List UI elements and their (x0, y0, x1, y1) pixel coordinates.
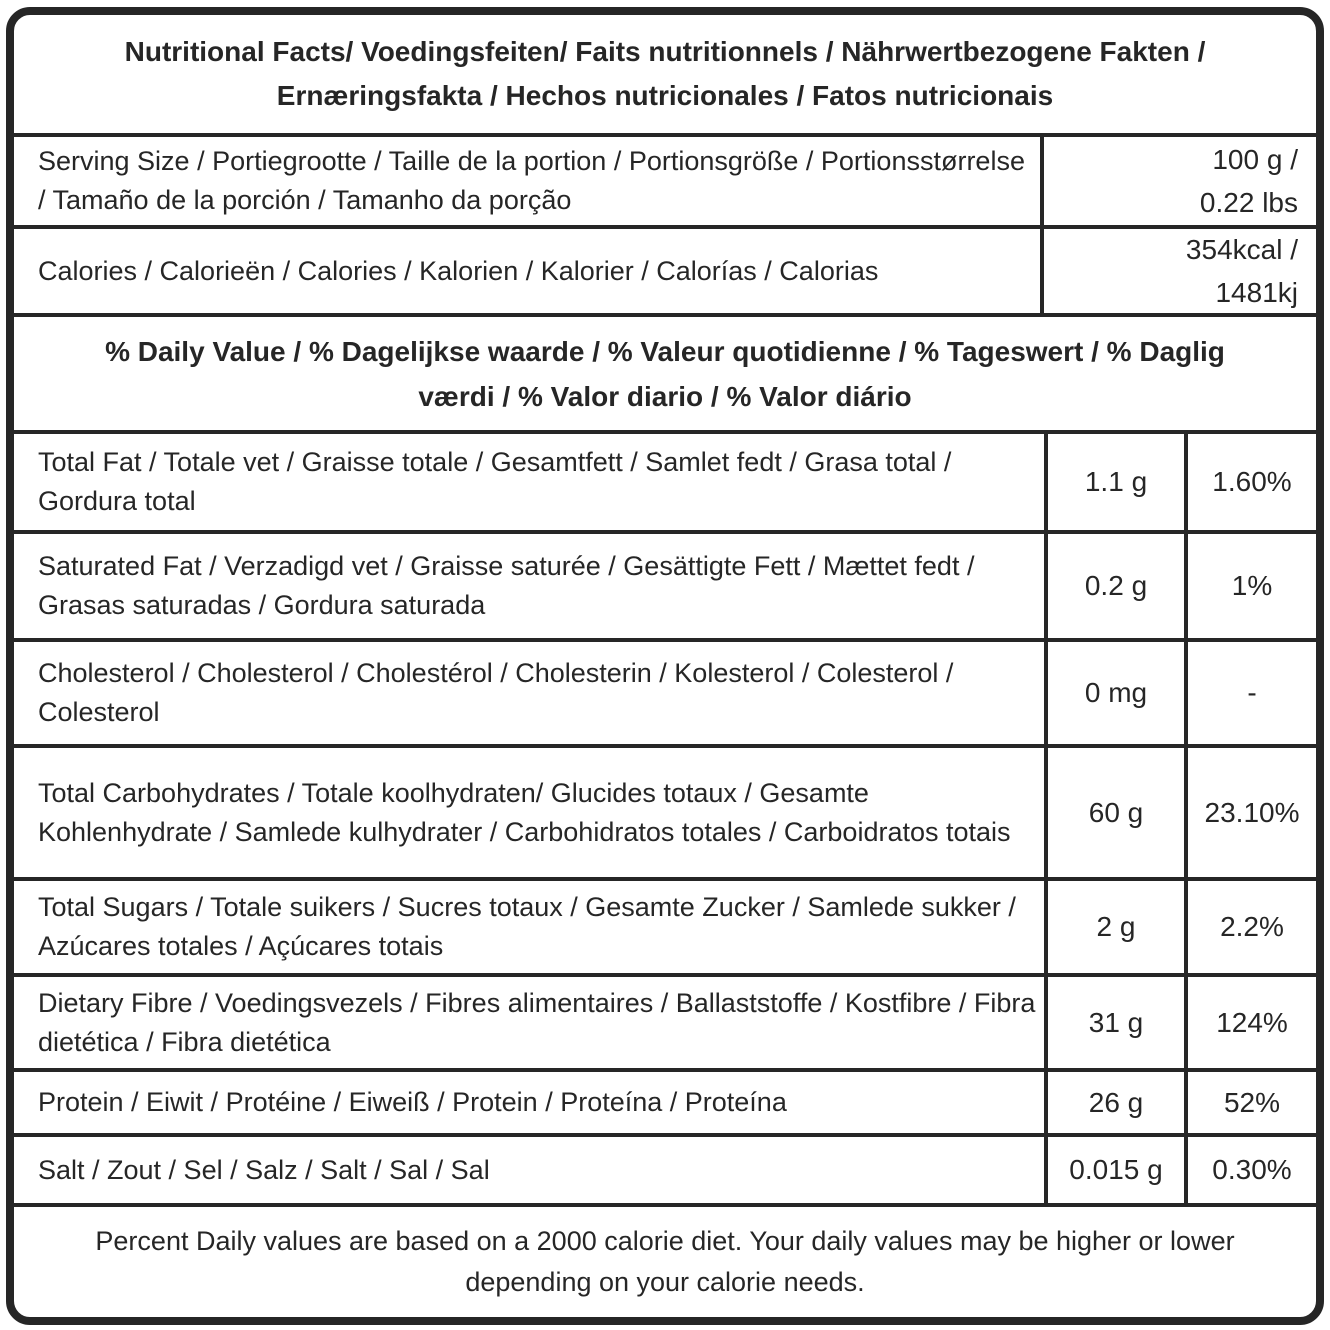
row-salt (14, 1133, 1316, 1203)
saturated-fat-amount: 0.2 g (1044, 534, 1184, 638)
saturated-fat-daily-value: 1% (1184, 534, 1316, 638)
total-carbohydrates-daily-value: 23.10% (1184, 748, 1316, 877)
serving-size-value-line2: 0.22 lbs (1199, 187, 1298, 218)
dietary-fibre-amount: 31 g (1044, 977, 1184, 1068)
row-total-sugars (14, 877, 1316, 973)
saturated-fat-label (14, 534, 1044, 638)
dietary-fibre-label-text: Dietary Fibre / Voedingsvezels / Fibres alimentaires / Ballaststoffe / Kostfibre / Fibra dietética / Fibra dietética (38, 987, 1036, 1057)
title-row (14, 15, 1316, 133)
row-protein (14, 1068, 1316, 1133)
salt-daily-value: 0.30% (1184, 1137, 1316, 1203)
total-sugars-label (14, 881, 1044, 973)
row-total-fat (14, 430, 1316, 530)
total-fat-daily-value: 1.60% (1184, 434, 1316, 530)
total-sugars-amount: 2 g (1044, 881, 1184, 973)
protein-label (14, 1072, 1044, 1133)
cholesterol-amount: 0 mg (1044, 642, 1184, 744)
footer-row (14, 1203, 1316, 1317)
salt-amount: 0.015 g (1044, 1137, 1184, 1203)
calories-label (14, 229, 1040, 313)
daily-value-disclaimer: Percent Daily values are based on a 2000 calorie diet. Your daily values may be higher or lower depending on your calorie needs. (95, 1226, 1235, 1297)
salt-label (14, 1137, 1044, 1203)
serving-size-label-text: Serving Size / Portiegrootte / Taille de la portion / Portionsgröße / Portionsstørrelse / Tamaño de la porción / Tamanho da porção (38, 146, 1025, 215)
row-saturated-fat (14, 530, 1316, 638)
cholesterol-label (14, 642, 1044, 744)
calories-value (1040, 229, 1316, 313)
calories-label-text: Calories / Calorieën / Calories / Kalorien / Kalorier / Calorías / Calorias (38, 255, 879, 286)
protein-label-text: Protein / Eiwit / Protéine / Eiweiß / Protein / Proteína / Proteína (38, 1087, 787, 1117)
total-carbohydrates-amount: 60 g (1044, 748, 1184, 877)
footer-cell (14, 1207, 1316, 1317)
saturated-fat-label-text: Saturated Fat / Verzadigd vet / Graisse saturée / Gesättigte Fett / Mættet fedt / Grasas saturadas / Gordura saturada (38, 551, 975, 620)
total-sugars-label-text: Total Sugars / Totale suikers / Sucres totaux / Gesamte Zucker / Samlede sukker / Azúcares totales / Açúcares totais (38, 892, 1016, 961)
protein-amount: 26 g (1044, 1072, 1184, 1133)
total-fat-amount: 1.1 g (1044, 434, 1184, 530)
serving-size-label (14, 137, 1040, 225)
serving-size-value (1040, 137, 1316, 225)
serving-size-row (14, 133, 1316, 225)
daily-value-heading-row (14, 313, 1316, 430)
serving-size-value-line1: 100 g / (1212, 144, 1298, 175)
calories-row (14, 225, 1316, 313)
total-carbohydrates-label (14, 748, 1044, 877)
daily-value-heading-cell (14, 317, 1316, 430)
nutrition-facts-label (6, 7, 1324, 1325)
total-fat-label (14, 434, 1044, 530)
cholesterol-daily-value: - (1184, 642, 1316, 744)
salt-label-text: Salt / Zout / Sel / Salz / Salt / Sal / Sal (38, 1154, 490, 1185)
calories-value-line1: 354kcal / (1185, 234, 1298, 265)
row-dietary-fibre (14, 973, 1316, 1068)
title-cell (14, 15, 1316, 133)
row-cholesterol (14, 638, 1316, 744)
daily-value-heading: % Daily Value / % Dagelijkse waarde / % Valeur quotidienne / % Tageswert / % Daglig værdi / % Valor diario / % Valor diário (105, 335, 1225, 412)
protein-daily-value: 52% (1184, 1072, 1316, 1133)
dietary-fibre-daily-value: 124% (1184, 977, 1316, 1068)
total-fat-label-text: Total Fat / Totale vet / Graisse totale / Gesamtfett / Samlet fedt / Grasa total / Gordura total (38, 447, 952, 516)
total-carbohydrates-label-text: Total Carbohydrates / Totale koolhydraten/ Glucides totaux / Gesamte Kohlenhydrate / Samlede kulhydrater / Carbohidratos totales / Carboidratos totais (38, 777, 1011, 847)
row-total-carbohydrates (14, 744, 1316, 877)
dietary-fibre-label (14, 977, 1044, 1068)
total-sugars-daily-value: 2.2% (1184, 881, 1316, 973)
calories-value-line2: 1481kj (1215, 277, 1298, 308)
cholesterol-label-text: Cholesterol / Cholesterol / Cholestérol / Cholesterin / Kolesterol / Colesterol / Colesterol (38, 658, 954, 727)
page-title: Nutritional Facts/ Voedingsfeiten/ Faits nutritionnels / Nährwertbezogene Fakten / Ernæringsfakta / Hechos nutricionales / Fatos nutricionais (124, 36, 1206, 111)
